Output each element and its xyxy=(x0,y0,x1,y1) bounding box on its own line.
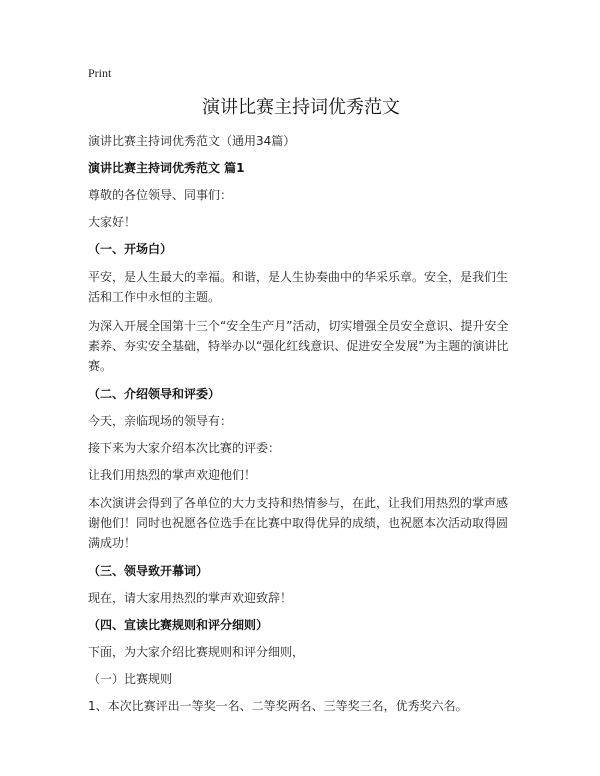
salutation-paragraph: 尊敬的各位领导、同事们： xyxy=(88,188,233,202)
greeting-paragraph: 大家好！ xyxy=(88,215,137,229)
body-paragraph: 为深入开展全国第十三个“安全生产月”活动，切实增强全员安全意识、提升安全素养、夯实安全基础，特举办以“强化红线意识、促进安全发展”为主题的演讲比赛。 xyxy=(88,319,509,373)
body-paragraph: 让我们用热烈的掌声欢迎他们！ xyxy=(88,468,257,482)
subtitle-paragraph: 演讲比赛主持词优秀范文（通用34篇） xyxy=(88,134,296,148)
section-heading-rules: （四、宣读比赛规则和评分细则） xyxy=(88,618,269,632)
body-paragraph: 接下来为大家介绍本次比赛的评委： xyxy=(88,441,281,455)
body-paragraph: 今天，亲临现场的领导有： xyxy=(88,414,233,428)
document-body xyxy=(88,132,514,715)
section-heading-article-1: 演讲比赛主持词优秀范文 篇1 xyxy=(88,161,245,175)
body-paragraph: 现在，请大家用热烈的掌声欢迎致辞！ xyxy=(88,591,293,605)
sub-heading-rules: （一）比赛规则 xyxy=(88,672,173,686)
body-paragraph: 平安，是人生最大的幸福。和谐，是人生协奏曲中的华采乐章。安全，是我们生活和工作中永恒的主题。 xyxy=(88,270,509,304)
print-label: Print xyxy=(88,66,112,80)
document-title: 演讲比赛主持词优秀范文 xyxy=(202,97,400,118)
body-paragraph: 本次演讲会得到了各单位的大力支持和热情参与，在此，让我们用热烈的掌声感谢他们！同时也祝愿各位选手在比赛中取得优异的成绩，也祝愿本次活动取得圆满成功！ xyxy=(88,496,509,550)
body-paragraph: 1、本次比赛评出一等奖一名、二等奖两名、三等奖三名，优秀奖六名。 xyxy=(88,699,468,713)
section-heading-opening: （一、开场白） xyxy=(88,242,173,256)
section-heading-introductions: （二、介绍领导和评委） xyxy=(88,387,221,401)
section-heading-opening-speech: （三、领导致开幕词） xyxy=(88,564,209,578)
body-paragraph: 下面，为大家介绍比赛规则和评分细则， xyxy=(88,645,305,659)
